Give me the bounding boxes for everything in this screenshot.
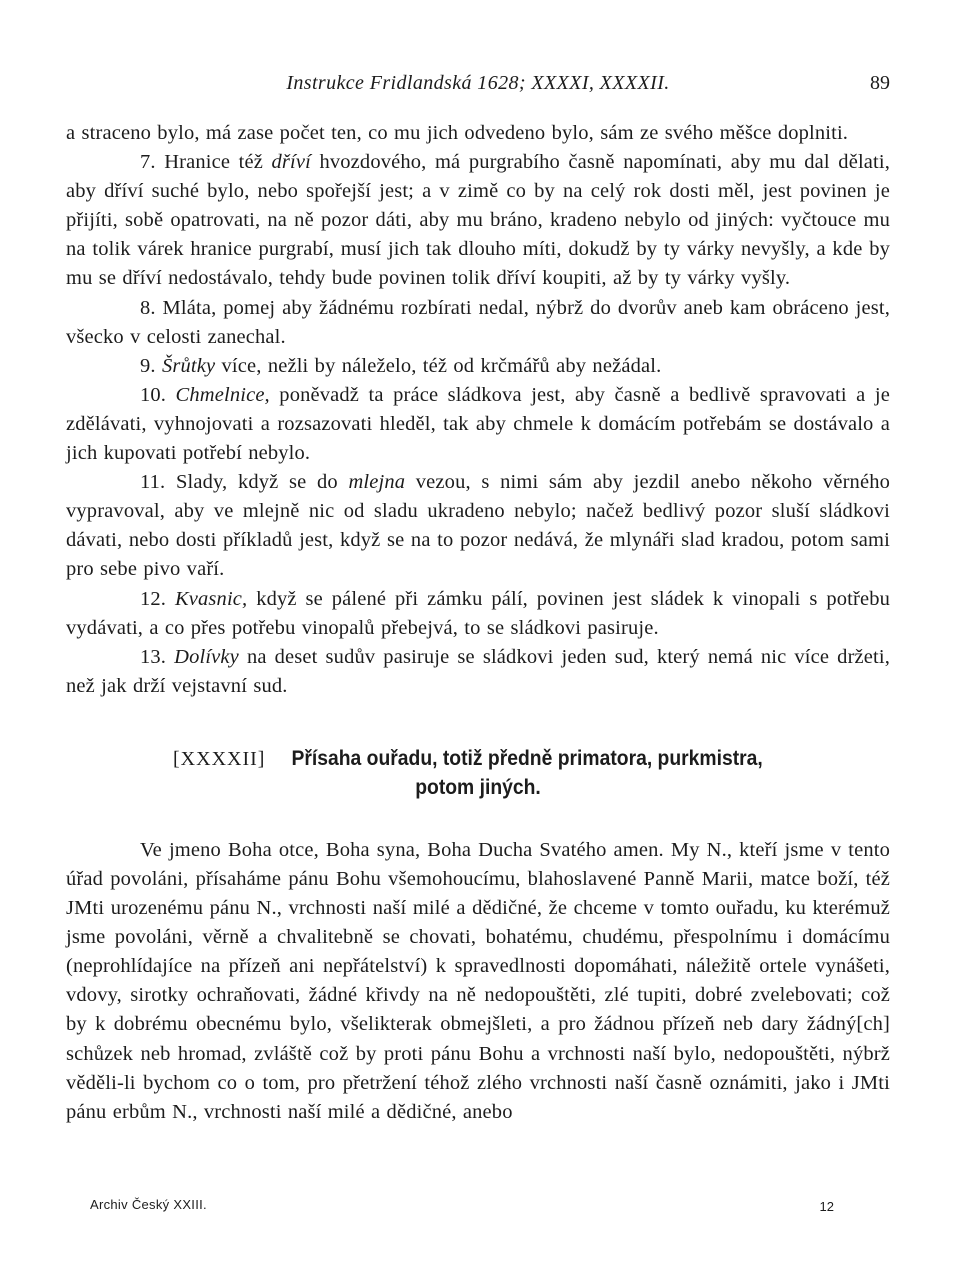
paragraph [66, 381, 890, 468]
paragraph-number: 13. [140, 645, 167, 668]
running-title: Instrukce Fridlandská 1628; XXXXI, XXXXII. [286, 72, 670, 94]
paragraph [66, 294, 890, 352]
paragraph-number: 8. [140, 296, 156, 319]
text-run: když se pálené při zámku pálí, povinen jest sládek k vinopali s potřebu vydávati, a co přes potřebu vinopalů přebejvá, to se sládkovi pasiruje. [66, 587, 891, 639]
section-number: [XXXXII] [173, 747, 266, 770]
paragraph [66, 148, 890, 293]
paragraph [66, 643, 890, 701]
text-run: hvozdového, má purgrabího časně napomínati, aby mu dal dělati, aby dříví suché bylo, nebo spořejší jest; a v zimě co by na celý rok dosti měl, jest povinen je přijíti, sobě opatrovati, na ně pozor dáti, aby mu bráno, kradeno nebylo od jiných: vyčtouce mu na tolik várek hranice purgrabí, musí jich tak dlouho míti, dokudž by ty várky nevyšly, a kde by mu se dříví nedostávalo, tehdy bude povinen tolik dříví koupiti, až by ty várky vyšly. [66, 151, 890, 290]
text-run: a straceno bylo, má zase počet ten, co mu jich odvedeno bylo, sám ze svého měšce doplniti. [66, 122, 849, 144]
text-run [166, 588, 175, 610]
italic-term: Dolívky [174, 645, 239, 668]
paragraph [66, 468, 890, 584]
text-run: Slady, když se do [165, 471, 349, 494]
section-title-line1: Přísaha ouřadu, totiž předně primatora, purkmistra, [291, 746, 763, 770]
italic-term: dříví [271, 151, 311, 174]
italic-term: mlejna [348, 471, 406, 494]
paragraph-number: 11. [140, 471, 166, 494]
text-run [166, 646, 174, 668]
section-heading [66, 744, 890, 802]
signature-mark: Archiv Český XXIII. [90, 1197, 207, 1212]
paragraph-number: 7. [140, 151, 156, 174]
italic-term: Kvasnic, [174, 587, 248, 610]
paragraphs-before [66, 119, 890, 701]
oath-paragraph: Ve jmeno Boha otce, Boha syna, Boha Ducha Svatého amen. My N., kteří jsme v tento úřad povoláni, přísaháme pánu Bohu všemohoucímu, blahoslavené Panně Marii, matce boží, též JMti urozenému pánu N., vrchnosti naší milé a dědičné, že chceme v tomto ouřadu, ku kterémuž jsme povoláni, věrně a chvalitebně se chovati, bohatému, chudému, přespolnímu i domácímu (neprohlídajíce na přízeň ani nepřátelství) k spravedlnosti dopomáhati, náležitě ortele vynášeti, vdovy, sirotky ochraňovati, žádné křivdy na ně nedopouštěti, zlé tupiti, dobré zvelebovati; což by k dobrému obecnému bylo, všelikterak obmejšleti, a pro žádnou přízeň neb dary žádný[ch] schůzek neb hromad, zvláště což by proti pánu Bohu a vrchnosti naší bylo, nedopouštěti, nýbrž věděli-li bychom co o tom, pro přetržení téhož zlého vrchnosti naší časně oznámiti, jako i JMti pánu erbům N., vrchnosti naší milé a dědičné, anebo [66, 838, 890, 1123]
paragraph-number: 12. [140, 587, 167, 610]
text-run: Mláta, pomej aby žádnému rozbírati nedal, nýbrž do dvorův aneb kam obráceno jest, všecko v celosti zanechal. [66, 296, 890, 348]
italic-term: Šrůtky [161, 354, 216, 377]
paragraph [66, 352, 890, 381]
paragraph-number: 10. [140, 383, 167, 406]
text-run: více, nežli by náleželo, též od krčmářů aby nežádal. [215, 354, 662, 377]
text-run: poněvadž ta práce sládkova jest, aby časně a bedlivě spravovati a je zdělávati, vyhnojovati a rozsazovati hleděl, tak aby chmele k domácím potřebám se dostávalo a jich kupovati potřebí nebylo. [66, 383, 890, 465]
paragraph [66, 585, 890, 643]
page-number: 89 [870, 72, 890, 94]
page-footer [66, 1197, 890, 1221]
text-body [66, 119, 890, 1127]
paragraph [66, 119, 890, 148]
paragraph-number: 9. [140, 354, 156, 377]
sheet-number: 12 [819, 1199, 834, 1214]
text-run: Hranice též [155, 151, 272, 174]
section-title-line2: potom jiných. [415, 775, 541, 799]
italic-term: Chmelnice, [175, 383, 270, 406]
text-run: vezou, s nimi sám aby jezdil anebo někoho věrného vypravoval, aby ve mlejně nic od sladu ukradeno nebylo; načež bedlivý pozor sluší sládkovi dávati, nebo dosti příkladů jest, když se na to pozor nedává, že mlynáři slad kradou, potom sami pro sebe pivo vaří. [66, 471, 890, 581]
text-run: na deset sudův pasiruje se sládkovi jeden sud, který nemá nic více držeti, než jak drží vejstavní sud. [66, 645, 891, 697]
text-run [166, 384, 175, 406]
running-header [66, 70, 890, 100]
